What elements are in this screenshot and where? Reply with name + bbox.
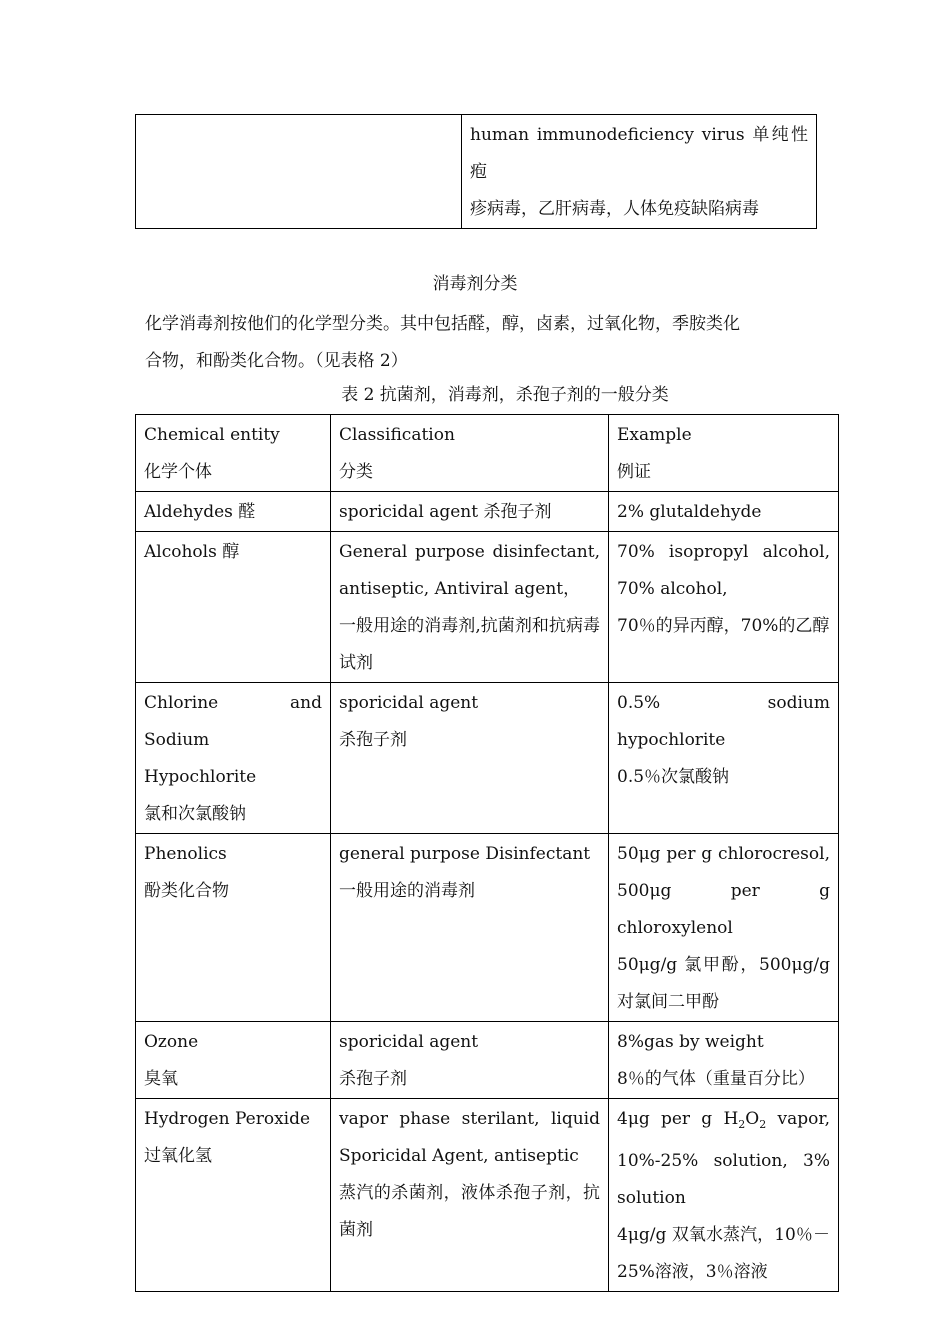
entity-cell: [136, 1022, 331, 1099]
table-row: [136, 1099, 839, 1292]
header-zh: 化学个体: [144, 462, 212, 482]
text-line: 8％的气体（重量百分比）: [617, 1069, 815, 1089]
text-line: 8%gas by weight: [617, 1032, 764, 1052]
entity-cell: [136, 492, 331, 532]
section-title: 消毒剂分类: [432, 274, 518, 294]
header-cell: [136, 415, 331, 492]
text-block: 70% isopropyl alcohol, 70% alcohol,: [617, 542, 830, 599]
header-en: Chemical entity: [144, 425, 280, 445]
entity-cell: [136, 683, 331, 834]
text-line: general purpose Disinfectant: [339, 844, 591, 864]
example-cell: [609, 834, 839, 1022]
text-line: 杀孢子剂: [339, 1069, 407, 1089]
table-caption: 表 2 抗菌剂，消毒剂，杀孢子剂的一般分类: [341, 385, 669, 405]
text-line: 合物，和酚类化合物。（见表格 2）: [145, 351, 408, 371]
top-table: [135, 114, 817, 229]
header-cell: [331, 415, 609, 492]
text-line: 化学消毒剂按他们的化学型分类。其中包括醛，醇，卤素，过氧化物，季胺类化: [145, 314, 740, 334]
text-line: 2% glutaldehyde: [617, 502, 762, 522]
entity-cell: [136, 834, 331, 1022]
classification-cell: [331, 1022, 609, 1099]
text-line: Hydrogen Peroxide: [144, 1109, 311, 1129]
text-run: 4μg per g H: [617, 1109, 739, 1129]
header-zh: 例证: [617, 462, 651, 482]
top-left-cell: [136, 115, 462, 229]
text-block: 70％的异丙醇，70%的乙醇: [617, 616, 830, 636]
text-line: human immunodeficiency virus 单纯性疱: [470, 125, 808, 182]
text-block: 4μg/g 双氧水蒸汽，10％－25%溶液，3％溶液: [617, 1225, 830, 1282]
text-line: sporicidal agent: [339, 693, 479, 713]
table-row: [136, 834, 839, 1022]
header-cell: [609, 415, 839, 492]
table-row: [136, 115, 817, 229]
text-block: 50μg per g chlorocresol, 500μg per g chloroxylenol: [617, 844, 830, 938]
text-line: Phenolics: [144, 844, 227, 864]
text-line: 过氧化氢: [144, 1146, 212, 1166]
text-block: 一般用途的消毒剂,抗菌剂和抗病毒试剂: [339, 616, 600, 673]
text-block: vapor phase sterilant, liquid Sporicidal Agent, antiseptic: [339, 1109, 600, 1166]
table-row: [136, 683, 839, 834]
classification-cell: [331, 834, 609, 1022]
text-line: 酚类化合物: [144, 881, 229, 901]
text-line: sporicidal agent: [339, 1032, 479, 1052]
text-line: sporicidal agent 杀孢子剂: [339, 502, 552, 522]
table-row: [136, 1022, 839, 1099]
example-cell: [609, 532, 839, 683]
example-cell: [609, 1022, 839, 1099]
text-line: Aldehydes 醛: [144, 502, 256, 522]
text-run: vapor, 10%-25% solution, 3% solution: [617, 1109, 830, 1208]
entity-cell: [136, 1099, 331, 1292]
text-block: 氯和次氯酸钠: [144, 804, 246, 824]
subscript: 2: [738, 1118, 746, 1131]
classification-cell: [331, 1099, 609, 1292]
text-line: 疹病毒，乙肝病毒，人体免疫缺陷病毒: [470, 199, 759, 219]
text-line: 臭氧: [144, 1069, 178, 1089]
table-row: [136, 492, 839, 532]
text-block: Chlorine and Sodium Hypochlorite: [144, 693, 322, 787]
header-en: Classification: [339, 425, 455, 445]
example-cell: [609, 683, 839, 834]
text-block: General purpose disinfectant, antiseptic, Antiviral agent，: [339, 542, 600, 599]
subscript: 2: [759, 1118, 767, 1131]
text-run: O: [745, 1109, 760, 1129]
top-right-cell: [462, 115, 817, 229]
table-row: [136, 532, 839, 683]
intro-paragraph: [145, 306, 810, 380]
header-zh: 分类: [339, 462, 373, 482]
table-header-row: [136, 415, 839, 492]
entity-cell: [136, 532, 331, 683]
classification-cell: [331, 683, 609, 834]
text-line: 一般用途的消毒剂: [339, 881, 475, 901]
text-block: 蒸汽的杀菌剂，液体杀孢子剂，抗菌剂: [339, 1183, 600, 1240]
classification-cell: [331, 492, 609, 532]
example-cell: [609, 1099, 839, 1292]
text-block: [617, 1101, 830, 1217]
example-cell: [609, 492, 839, 532]
text-line: 0.5％次氯酸钠: [617, 767, 730, 787]
text-line: Ozone: [144, 1032, 199, 1052]
text-block: 50μg/g 氯甲酚，500μg/g 对氯间二甲酚: [617, 955, 830, 1012]
classification-cell: [331, 532, 609, 683]
classification-table: [135, 414, 839, 1292]
text-line: 杀孢子剂: [339, 730, 407, 750]
text-line: Alcohols 醇: [144, 542, 240, 562]
header-en: Example: [617, 425, 692, 445]
text-line: 0.5% sodium hypochlorite: [617, 693, 830, 750]
